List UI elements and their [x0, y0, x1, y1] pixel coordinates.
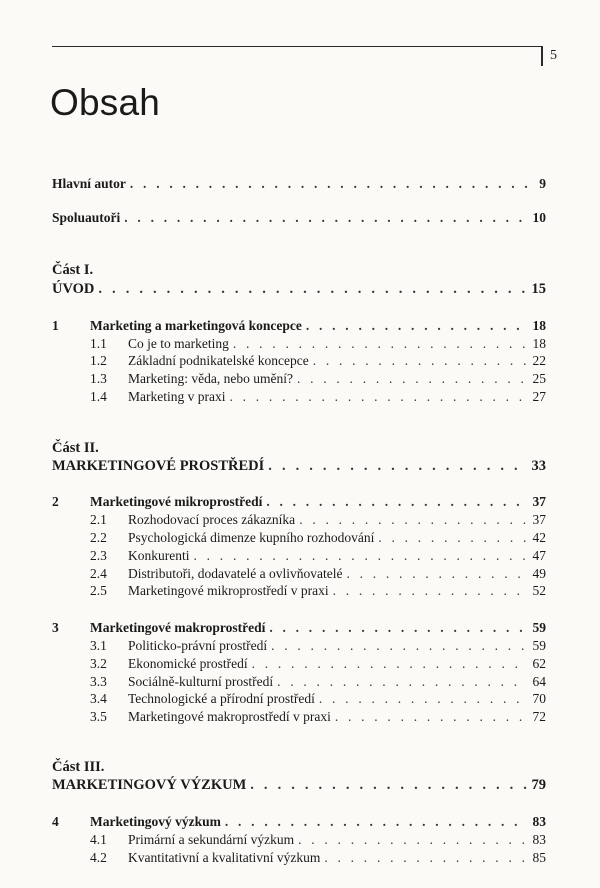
entry-number: 4.1: [90, 832, 107, 847]
entry-label: MARKETINGOVÝ VÝZKUM: [52, 777, 247, 793]
part-title-entry[interactable]: [52, 281, 546, 298]
entry-label: Ekonomické prostředí: [128, 656, 248, 671]
dot-leader: [269, 620, 528, 636]
section-entry[interactable]: [52, 674, 546, 690]
entry-page: 49: [532, 566, 546, 581]
dot-leader: [378, 530, 528, 546]
entry-page: 37: [532, 494, 546, 509]
chapter-entry[interactable]: [52, 494, 546, 510]
entry-label: Konkurenti: [128, 548, 190, 563]
dot-leader: [319, 691, 528, 707]
entry-number: 1.3: [90, 371, 107, 386]
dot-leader: [268, 458, 527, 475]
entry-page: 42: [532, 530, 546, 545]
entry-page: 72: [532, 709, 546, 724]
section-entry[interactable]: [52, 583, 546, 599]
page-title: Obsah: [50, 82, 161, 123]
section-entry[interactable]: [52, 566, 546, 582]
entry-label: Technologické a přírodní prostředí: [128, 691, 315, 706]
entry-number: 4: [52, 814, 59, 829]
entry-number: 1: [52, 318, 59, 333]
dot-leader: [229, 389, 528, 405]
entry-label: ÚVOD: [52, 281, 95, 297]
dot-leader: [266, 494, 528, 510]
section-entry[interactable]: [52, 709, 546, 725]
section-entry[interactable]: [52, 656, 546, 672]
dot-leader: [250, 777, 527, 794]
dot-leader: [346, 566, 528, 582]
entry-number: 3: [52, 620, 59, 635]
entry-page: 10: [532, 210, 546, 225]
entry-number: 4.2: [90, 850, 107, 865]
entry-number: 2.4: [90, 566, 107, 581]
entry-page: 18: [532, 336, 546, 351]
entry-page: 25: [532, 371, 546, 386]
dot-leader: [313, 353, 528, 369]
entry-number: 2: [52, 494, 59, 509]
part-title-entry[interactable]: [52, 458, 546, 475]
dot-leader: [297, 371, 528, 387]
entry-label: Distributoři, dodavatelé a ovlivňovatelé: [128, 566, 343, 581]
entry-page: 27: [532, 389, 546, 404]
section-entry[interactable]: [52, 512, 546, 528]
entry-page: 9: [539, 176, 546, 191]
front-entry[interactable]: [52, 176, 546, 192]
entry-label: Co je to marketing: [128, 336, 229, 351]
entry-page: 79: [531, 777, 546, 793]
entry-page: 62: [532, 656, 546, 671]
section-entry[interactable]: [52, 336, 546, 352]
section-entry[interactable]: [52, 691, 546, 707]
dot-leader: [124, 210, 528, 226]
entry-number: 1.2: [90, 353, 107, 368]
entry-number: 1.4: [90, 389, 107, 404]
entry-page: 33: [531, 458, 546, 474]
entry-label: Marketing: věda, nebo umění?: [128, 371, 293, 386]
entry-number: 3.2: [90, 656, 107, 671]
section-entry[interactable]: [52, 638, 546, 654]
entry-label: Kvantitativní a kvalitativní výzkum: [128, 850, 321, 865]
entry-label: Marketingové makroprostředí: [90, 620, 266, 635]
section-entry[interactable]: [52, 353, 546, 369]
dot-leader: [233, 336, 528, 352]
entry-number: 2.2: [90, 530, 107, 545]
entry-number: 2.1: [90, 512, 107, 527]
section-entry[interactable]: [52, 850, 546, 866]
entry-number: 3.5: [90, 709, 107, 724]
entry-page: 15: [531, 281, 546, 297]
section-entry[interactable]: [52, 548, 546, 564]
entry-page: 37: [532, 512, 546, 527]
entry-label: Marketingové makroprostředí v praxi: [128, 709, 331, 724]
entry-number: 2.3: [90, 548, 107, 563]
entry-page: 59: [532, 638, 546, 653]
entry-label: Psychologická dimenze kupního rozhodování: [128, 530, 375, 545]
part-title-entry[interactable]: [52, 777, 546, 794]
entry-page: 64: [532, 674, 546, 689]
entry-number: 1.1: [90, 336, 107, 351]
section-entry[interactable]: [52, 371, 546, 387]
entry-label: Primární a sekundární výzkum: [128, 832, 295, 847]
entry-label: Politicko-právní prostředí: [128, 638, 268, 653]
dot-leader: [98, 281, 527, 298]
entry-page: 22: [532, 353, 546, 368]
section-entry[interactable]: [52, 530, 546, 546]
entry-label: MARKETINGOVÉ PROSTŘEDÍ: [52, 458, 265, 474]
part-label: Část I.: [52, 262, 94, 278]
dot-leader: [299, 512, 528, 528]
entry-number: 2.5: [90, 583, 107, 598]
dot-leader: [335, 709, 528, 725]
entry-number: 3.4: [90, 691, 107, 706]
dot-leader: [130, 176, 528, 192]
dot-leader: [271, 638, 528, 654]
dot-leader: [306, 318, 528, 334]
dot-leader: [333, 583, 528, 599]
entry-page: 18: [532, 318, 546, 333]
section-entry[interactable]: [52, 389, 546, 405]
entry-label: Marketing v praxi: [128, 389, 226, 404]
dot-leader: [194, 548, 529, 564]
chapter-entry[interactable]: [52, 814, 546, 830]
entry-page: 59: [532, 620, 546, 635]
dot-leader: [277, 674, 528, 690]
entry-label: Marketingové mikroprostředí: [90, 494, 263, 509]
page-number: 5: [550, 48, 557, 63]
dot-leader: [324, 850, 528, 866]
entry-number: 3.3: [90, 674, 107, 689]
entry-page: 83: [532, 832, 546, 847]
entry-label: Sociálně-kulturní prostředí: [128, 674, 274, 689]
entry-label: Marketing a marketingová koncepce: [90, 318, 302, 333]
chapter-entry[interactable]: [52, 620, 546, 636]
dot-leader: [252, 656, 528, 672]
part-label: Část III.: [52, 759, 105, 775]
dot-leader: [298, 832, 528, 848]
entry-label: Marketingový výzkum: [90, 814, 221, 829]
entry-page: 47: [532, 548, 546, 563]
section-entry[interactable]: [52, 832, 546, 848]
entry-label: Hlavní autor: [52, 176, 126, 191]
entry-page: 83: [532, 814, 546, 829]
entry-label: Rozhodovací proces zákazníka: [128, 512, 296, 527]
entry-label: Spoluautoři: [52, 210, 121, 225]
dot-leader: [225, 814, 528, 830]
entry-label: Základní podnikatelské koncepce: [128, 353, 309, 368]
part-label: Část II.: [52, 440, 99, 456]
chapter-entry[interactable]: [52, 318, 546, 334]
entry-number: 3.1: [90, 638, 107, 653]
front-entry[interactable]: [52, 210, 546, 226]
entry-page: 52: [532, 583, 546, 598]
entry-page: 85: [532, 850, 546, 865]
entry-label: Marketingové mikroprostředí v praxi: [128, 583, 329, 598]
entry-page: 70: [532, 691, 546, 706]
